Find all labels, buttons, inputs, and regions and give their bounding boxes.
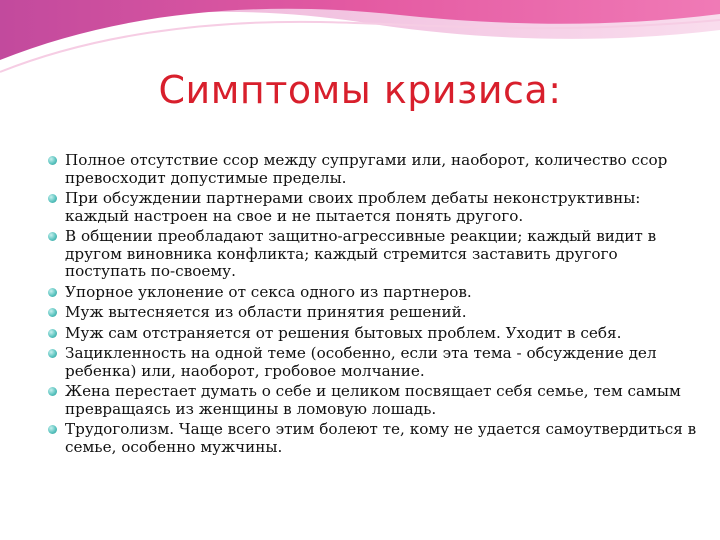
- list-item: [47, 228, 697, 281]
- bullet-icon: [48, 308, 57, 317]
- symptom-list: [47, 152, 697, 459]
- slide-title: Симптомы кризиса:: [158, 68, 562, 112]
- bullet-icon: [48, 425, 57, 434]
- bullet-icon: [48, 329, 57, 338]
- list-item: [47, 325, 697, 343]
- list-item: [47, 152, 697, 187]
- list-item: [47, 345, 697, 380]
- list-item-text: Жена перестает думать о себе и целиком посвящает себя семье, тем самым превращаясь из женщины в ломовую лошадь.: [65, 382, 681, 418]
- list-item: [47, 383, 697, 418]
- list-item-text: Муж сам отстраняется от решения бытовых проблем. Уходит в себя.: [65, 323, 622, 342]
- list-item-text: Зацикленность на одной теме (особенно, если эта тема - обсуждение дел ребенка) или, наоборот, гробовое молчание.: [65, 344, 657, 380]
- bullet-icon: [48, 349, 57, 358]
- list-item: [47, 421, 697, 456]
- bullet-icon: [48, 156, 57, 165]
- list-item: [47, 304, 697, 322]
- bullet-icon: [48, 232, 57, 241]
- list-item-text: В общении преобладают защитно-агрессивные реакции; каждый видит в другом виновника конфликта; каждый стремится заставить другого поступать по-своему.: [65, 227, 657, 280]
- list-item-text: Упорное уклонение от секса одного из партнеров.: [65, 282, 472, 301]
- bullet-icon: [48, 194, 57, 203]
- bullet-icon: [48, 387, 57, 396]
- list-item-text: Трудоголизм. Чаще всего этим болеют те, кому не удается самоутвердиться в семье, особенно мужчины.: [65, 420, 697, 456]
- bullet-icon: [48, 288, 57, 297]
- list-item-text: При обсуждении партнерами своих проблем дебаты неконструктивны: каждый настроен на свое и не пытается понять другого.: [65, 189, 641, 225]
- list-item: [47, 284, 697, 302]
- list-item-text: Полное отсутствие ссор между супругами или, наоборот, количество ссор превосходит допустимые пределы.: [65, 151, 668, 187]
- wave-highlight: [0, 20, 720, 72]
- list-item-text: Муж вытесняется из области принятия решений.: [65, 303, 467, 321]
- list-item: [47, 190, 697, 225]
